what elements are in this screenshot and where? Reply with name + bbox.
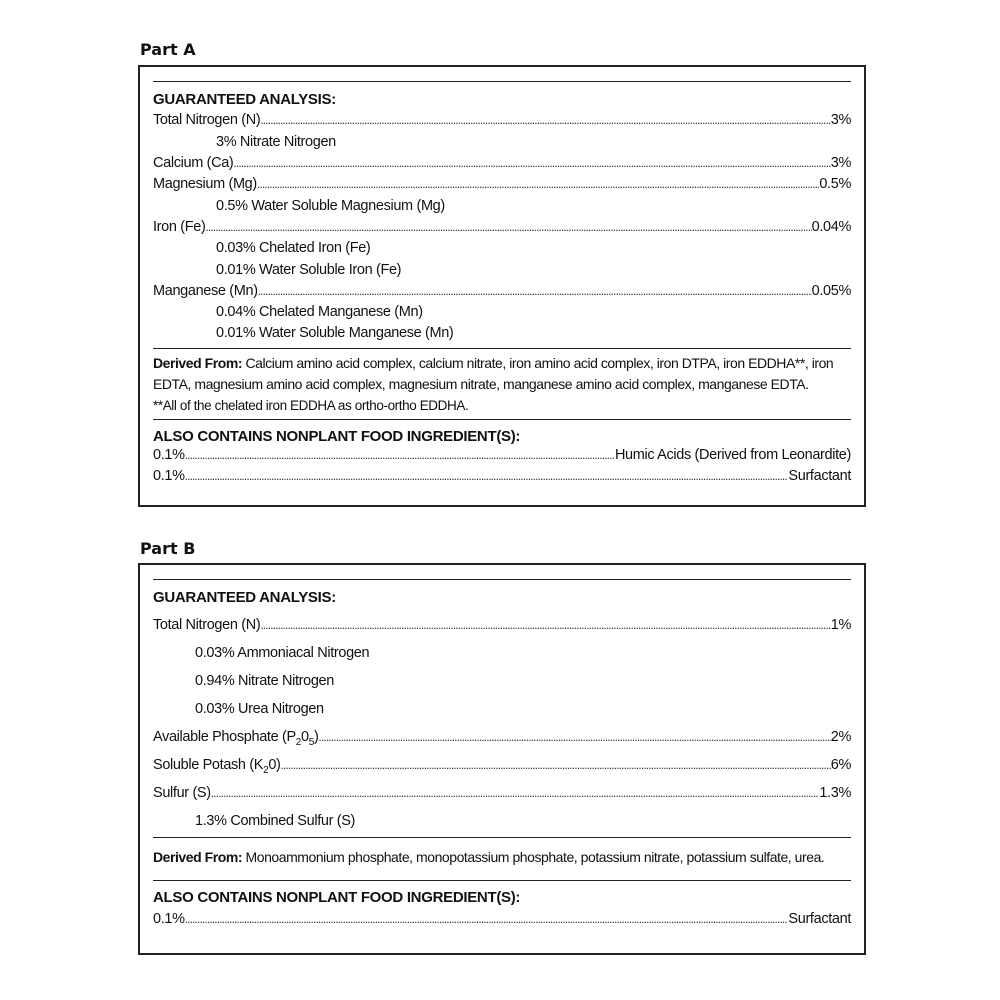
analysis-sub-item: 0.04% Chelated Manganese (Mn) bbox=[216, 304, 423, 320]
part-a-label-panel bbox=[138, 65, 866, 507]
analysis-label: Calcium (Ca) bbox=[153, 155, 234, 171]
subscript: 5 bbox=[308, 736, 314, 748]
analysis-sub-item: 0.94% Nitrate Nitrogen bbox=[195, 673, 334, 689]
analysis-value: 0.04% bbox=[811, 219, 851, 235]
label-text: Soluble Potash (K bbox=[153, 757, 264, 773]
analysis-value: 1% bbox=[830, 617, 851, 633]
guaranteed-analysis-heading: GUARANTEED ANALYSIS: bbox=[153, 91, 336, 108]
subscript: 2 bbox=[295, 736, 301, 748]
label-text: 0 bbox=[301, 729, 309, 745]
analysis-sub-item: 1.3% Combined Sulfur (S) bbox=[195, 813, 356, 829]
analysis-label: Total Nitrogen (N) bbox=[153, 112, 261, 128]
leader-dots bbox=[260, 112, 830, 128]
leader-dots bbox=[318, 729, 830, 745]
derived-from-label: Derived From: bbox=[153, 849, 243, 865]
label-text: 0) bbox=[268, 757, 281, 773]
leader-dots bbox=[258, 283, 812, 299]
analysis-row-total-nitrogen bbox=[153, 112, 851, 128]
derived-from-label: Derived From: bbox=[153, 355, 243, 371]
analysis-label: Manganese (Mn) bbox=[153, 283, 258, 299]
ingredient-name: Humic Acids (Derived from Leonardite) bbox=[614, 447, 851, 463]
part-b-title: Part B bbox=[140, 539, 196, 558]
analysis-value: 0.05% bbox=[811, 283, 851, 299]
analysis-row-available-phosphate bbox=[153, 729, 851, 748]
ingredient-amount: 0.1% bbox=[153, 447, 185, 463]
leader-dots bbox=[260, 617, 830, 633]
part-a-title: Part A bbox=[140, 40, 196, 59]
label-text: Available Phosphate (P bbox=[153, 729, 296, 745]
derived-from-text: Calcium amino acid complex, calcium nitrate, iron amino acid complex, iron DTPA, iron EDDHA**, iron EDTA, magnesium amino acid complex, magnesium nitrate, manganese amino acid complex, manganese EDTA. bbox=[153, 355, 834, 392]
derived-from-text: Monoammonium phosphate, monopotassium phosphate, potassium nitrate, potassium sulfate, urea. bbox=[245, 849, 825, 865]
analysis-value: 3% bbox=[830, 112, 851, 128]
subscript: 2 bbox=[263, 764, 269, 776]
also-contains-heading: ALSO CONTAINS NONPLANT FOOD INGREDIENT(S): bbox=[153, 428, 521, 445]
ingredient-row-humic bbox=[153, 447, 851, 463]
leader-dots bbox=[185, 911, 789, 927]
section-rule bbox=[153, 348, 851, 349]
leader-dots bbox=[205, 219, 811, 235]
analysis-value: 1.3% bbox=[819, 785, 851, 801]
leader-dots bbox=[185, 447, 615, 463]
analysis-label bbox=[153, 729, 318, 748]
leader-dots bbox=[281, 757, 831, 773]
analysis-row-total-nitrogen bbox=[153, 617, 851, 633]
analysis-label bbox=[153, 757, 281, 776]
analysis-label: Sulfur (S) bbox=[153, 785, 211, 801]
analysis-row-sulfur bbox=[153, 785, 851, 801]
ingredient-amount: 0.1% bbox=[153, 911, 185, 927]
top-rule bbox=[153, 81, 851, 82]
analysis-row-magnesium bbox=[153, 176, 851, 192]
top-rule bbox=[153, 579, 851, 580]
analysis-row-iron bbox=[153, 219, 851, 235]
ingredient-name: Surfactant bbox=[788, 911, 851, 927]
analysis-value: 3% bbox=[830, 155, 851, 171]
footnote: **All of the chelated iron EDDHA as ortho-ortho EDDHA. bbox=[153, 398, 469, 413]
label-text: ) bbox=[313, 729, 319, 745]
part-b-label-panel bbox=[138, 563, 866, 955]
analysis-sub-item: 0.01% Water Soluble Iron (Fe) bbox=[216, 262, 402, 278]
analysis-sub-item: 0.01% Water Soluble Manganese (Mn) bbox=[216, 325, 454, 341]
analysis-sub-item: 0.03% Ammoniacal Nitrogen bbox=[195, 645, 370, 661]
ingredient-name: Surfactant bbox=[788, 468, 851, 484]
analysis-sub-item: 0.03% Chelated Iron (Fe) bbox=[216, 240, 371, 256]
leader-dots bbox=[185, 468, 789, 484]
ingredient-row-surfactant bbox=[153, 468, 851, 484]
analysis-sub-item: 0.03% Urea Nitrogen bbox=[195, 701, 324, 717]
analysis-row-manganese bbox=[153, 283, 851, 299]
guaranteed-analysis-heading: GUARANTEED ANALYSIS: bbox=[153, 589, 336, 606]
leader-dots bbox=[233, 155, 830, 171]
analysis-label: Iron (Fe) bbox=[153, 219, 206, 235]
analysis-sub-item: 0.5% Water Soluble Magnesium (Mg) bbox=[216, 198, 445, 214]
analysis-value: 2% bbox=[830, 729, 851, 745]
analysis-sub-item: 3% Nitrate Nitrogen bbox=[216, 134, 336, 150]
analysis-row-calcium bbox=[153, 155, 851, 171]
leader-dots bbox=[211, 785, 820, 801]
analysis-row-soluble-potash bbox=[153, 757, 851, 776]
section-rule bbox=[153, 419, 851, 420]
also-contains-heading: ALSO CONTAINS NONPLANT FOOD INGREDIENT(S): bbox=[153, 889, 521, 906]
analysis-value: 0.5% bbox=[819, 176, 851, 192]
analysis-value: 6% bbox=[830, 757, 851, 773]
ingredient-amount: 0.1% bbox=[153, 468, 185, 484]
section-rule bbox=[153, 880, 851, 881]
derived-from-paragraph bbox=[153, 847, 851, 868]
derived-from-paragraph bbox=[153, 353, 851, 395]
ingredient-row-surfactant bbox=[153, 911, 851, 927]
analysis-label: Total Nitrogen (N) bbox=[153, 617, 261, 633]
leader-dots bbox=[257, 176, 819, 192]
analysis-label: Magnesium (Mg) bbox=[153, 176, 257, 192]
section-rule bbox=[153, 837, 851, 838]
